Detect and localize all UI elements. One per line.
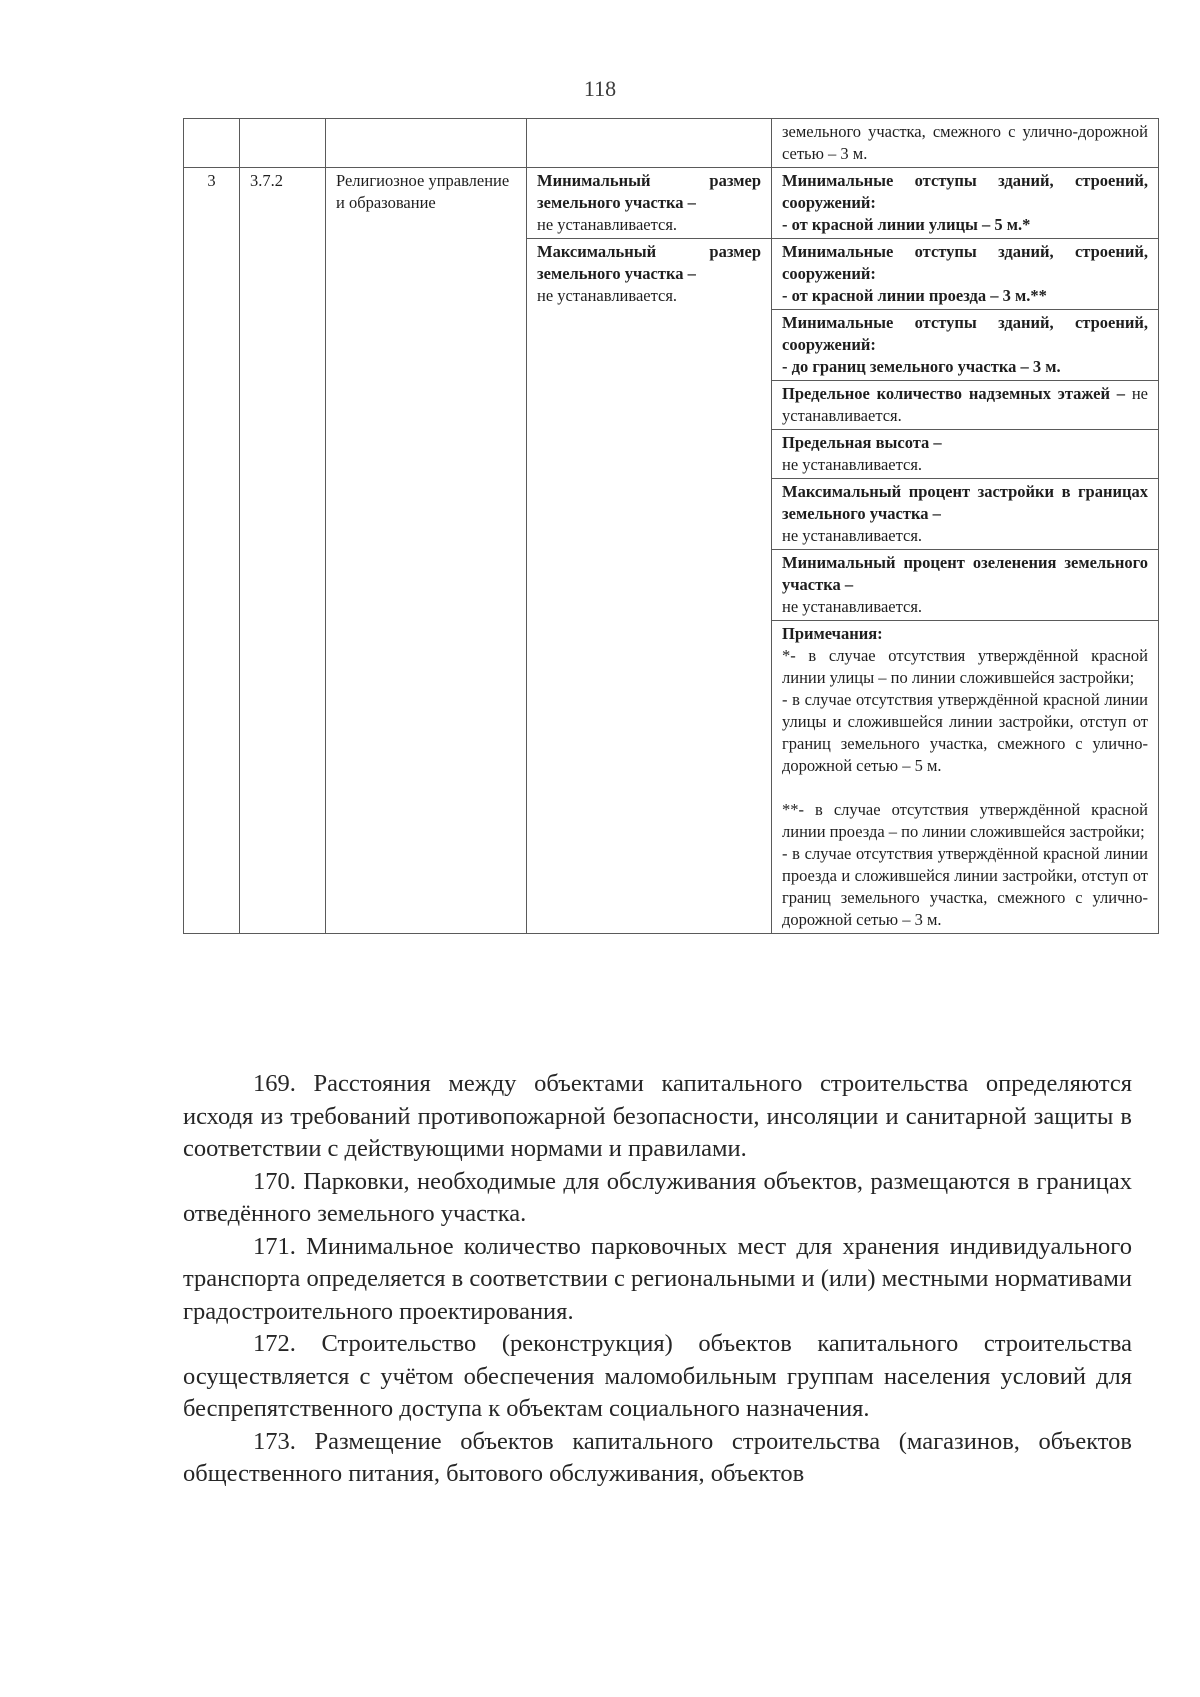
- max-size-cell: [527, 239, 772, 934]
- table-row-continuation: [184, 119, 1159, 168]
- param-cell: [772, 430, 1159, 479]
- cell-empty: [527, 119, 772, 168]
- param-value: не устанавливается.: [782, 526, 923, 545]
- param-cell: [772, 168, 1159, 239]
- table-row: [184, 168, 1159, 239]
- param-value: - до границ земельного участка – 3 м.: [782, 357, 1061, 376]
- param-cell: [772, 310, 1159, 381]
- param-value: не устанавливается.: [782, 455, 923, 474]
- param-title: Предельное количество надземных этажей –: [782, 384, 1126, 403]
- param-value: не устанавливается.: [782, 384, 1148, 425]
- param-value: - от красной линии улицы – 5 м.*: [782, 215, 1031, 234]
- param-cell: [772, 381, 1159, 430]
- cell-empty: [184, 119, 240, 168]
- continuation-cell: земельного участка, смежного с улично-дорожной сетью – 3 м.: [772, 119, 1159, 168]
- min-size-cell: [527, 168, 772, 239]
- notes-cell: [772, 621, 1159, 934]
- param-title: Предельная высота –: [782, 433, 942, 452]
- paragraph-172: 172. Строительство (реконструкция) объектов капитального строительства осуществляется с учётом обеспечения маломобильным группам населения условий для беспрепятственного доступа к объектам социального назначения.: [183, 1330, 1132, 1422]
- param-cell: [772, 479, 1159, 550]
- min-size-title: Минимальный размер земельного участка –: [537, 171, 761, 212]
- note-street-2: - в случае отсутствия утверждённой красной линии улицы и сложившейся линии застройки, отступ от границ земельного участка, смежного с улично-дорожной сетью – 5 м.: [782, 690, 1148, 775]
- paragraph-170: 170. Парковки, необходимые для обслуживания объектов, размещаются в границах отведённого земельного участка.: [183, 1167, 1132, 1227]
- body-text: [183, 1068, 1132, 1491]
- param-value: не устанавливается.: [782, 597, 923, 616]
- note-street-1: *- в случае отсутствия утверждённой красной линии улицы – по линии сложившейся застройки;: [782, 646, 1148, 687]
- page-number: 118: [583, 76, 617, 101]
- notes-title: Примечания:: [782, 624, 883, 643]
- param-title: Минимальные отступы зданий, строений, сооружений:: [782, 242, 1148, 283]
- max-size-value: не устанавливается.: [537, 286, 678, 305]
- paragraph-173: 173. Размещение объектов капитального строительства (магазинов, объектов общественного питания, бытового обслуживания, объектов: [183, 1427, 1132, 1487]
- note-passage-1: **- в случае отсутствия утверждённой красной линии проезда – по линии сложившейся застройки;: [782, 800, 1148, 841]
- min-size-value: не устанавливается.: [537, 215, 678, 234]
- regulation-table: [183, 118, 1159, 934]
- param-cell: [772, 550, 1159, 621]
- param-value: - от красной линии проезда – 3 м.**: [782, 286, 1047, 305]
- cell-empty: [240, 119, 326, 168]
- cell-empty: [326, 119, 527, 168]
- paragraph-171: 171. Минимальное количество парковочных мест для хранения индивидуального транспорта определяется в соответствии с региональными и (или) местными нормативами градостроительного проектирования.: [183, 1232, 1132, 1325]
- param-title: Минимальные отступы зданий, строений, сооружений:: [782, 171, 1148, 212]
- paragraph-169: 169. Расстояния между объектами капитального строительства определяются исходя из требований противопожарной безопасности, инсоляции и санитарной защиты в соответствии с действующими нормами и правилами.: [183, 1070, 1132, 1162]
- param-cell: [772, 239, 1159, 310]
- row-name: Религиозное управление и образование: [326, 168, 527, 934]
- param-title: Минимальный процент озеленения земельного участка –: [782, 553, 1148, 594]
- param-title: Минимальные отступы зданий, строений, сооружений:: [782, 313, 1148, 354]
- note-passage-2: - в случае отсутствия утверждённой красной линии проезда и сложившейся линии застройки, отступ от границ земельного участка, смежного с улично-дорожной сетью – 3 м.: [782, 844, 1148, 929]
- max-size-title: Максимальный размер земельного участка –: [537, 242, 761, 283]
- row-code: 3.7.2: [240, 168, 326, 934]
- notes-gap: [782, 777, 1148, 799]
- param-title: Максимальный процент застройки в границах земельного участка –: [782, 482, 1148, 523]
- row-number: 3: [184, 168, 240, 934]
